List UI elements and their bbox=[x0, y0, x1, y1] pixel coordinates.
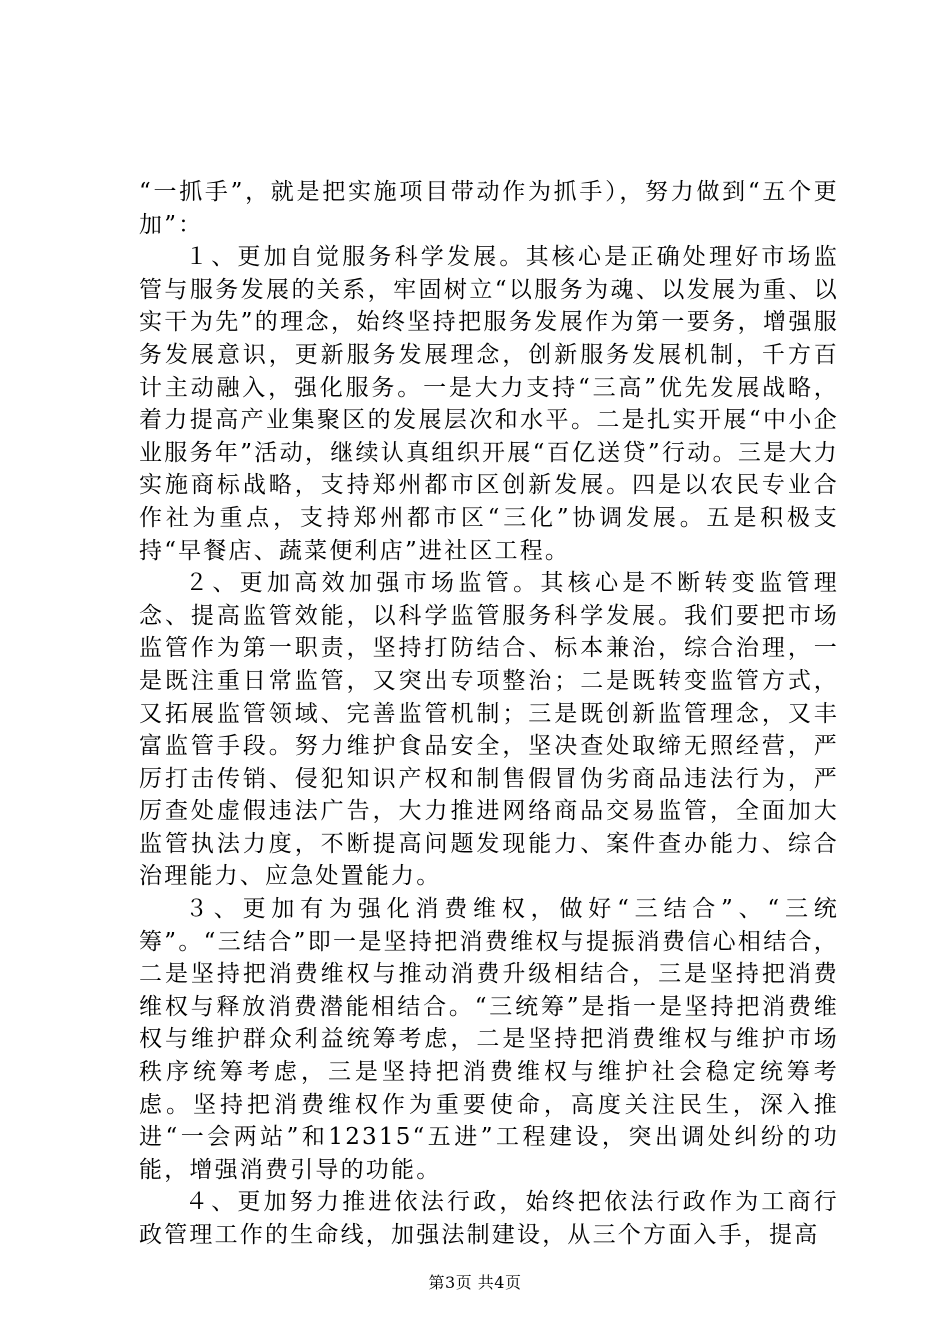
paragraph-continuation: “一抓手”，就是把实施项目带动作为抓手），努力做到“五个更加”： bbox=[139, 179, 839, 238]
paragraph-market-supervision: ２、更加高效加强市场监管。其核心是不断转变监管理念、提高监管效能，以科学监管服务科学发展。我们要把市场监管作为第一职责，坚持打防结合、标本兼治，综合治理，一是既注重日常监管，又突出专项整治；二是既转变监管方式，又拓展监管领域、完善监管机制；三是既创新监管理念，又丰富监管手段。努力维护食品安全，坚决查处取缔无照经营，严厉打击传销、侵犯知识产权和制售假冒伪劣商品违法行为，严厉查处虚假违法广告，大力推进网络商品交易监管，全面加大监管执法力度，不断提高问题发现能力、案件查办能力、综合治理能力、应急处置能力。 bbox=[139, 570, 839, 890]
paragraph-consumer-rights: ３、更加有为强化消费维权，做好“三结合”、“三统筹”。“三结合”即一是坚持把消费维权与提振消费信心相结合，二是坚持把消费维权与推动消费升级相结合，三是坚持把消费维权与释放消费潜能相结合。“三统筹”是指一是坚持把消费维权与维护群众利益统筹考虑，二是坚持把消费维权与维护市场秩序统筹考虑，三是坚持把消费维权与维护社会稳定统筹考虑。坚持把消费维权作为重要使命，高度关注民生，深入推进“一会两站”和12315“五进”工程建设，突出调处纠纷的功能，增强消费引导的功能。 bbox=[139, 896, 839, 1183]
paragraph-service-development: １、更加自觉服务科学发展。其核心是正确处理好市场监管与服务发展的关系，牢固树立“以服务为魂、以发展为重、以实干为先”的理念，始终坚持把服务发展作为第一要务，增强服务发展意识，更新服务发展理念，创新服务发展机制，千方百计主动融入，强化服务。一是大力支持“三高”优先发展战略，着力提高产业集聚区的发展层次和水平。二是扎实开展“中小企业服务年”活动，继续认真组织开展“百亿送贷”行动。三是大力实施商标战略，支持郑州都市区创新发展。四是以农民专业合作社为重点，支持郑州都市区“三化”协调发展。五是积极支持“早餐店、蔬菜便利店”进社区工程。 bbox=[139, 244, 839, 564]
page-number-footer: 第3页 共4页 bbox=[428, 1273, 522, 1292]
paragraph-rule-of-law: ４、更加努力推进依法行政，始终把依法行政作为工商行政管理工作的生命线，加强法制建设，从三个方面入手，提高 bbox=[139, 1189, 839, 1248]
body-text bbox=[139, 176, 839, 1252]
